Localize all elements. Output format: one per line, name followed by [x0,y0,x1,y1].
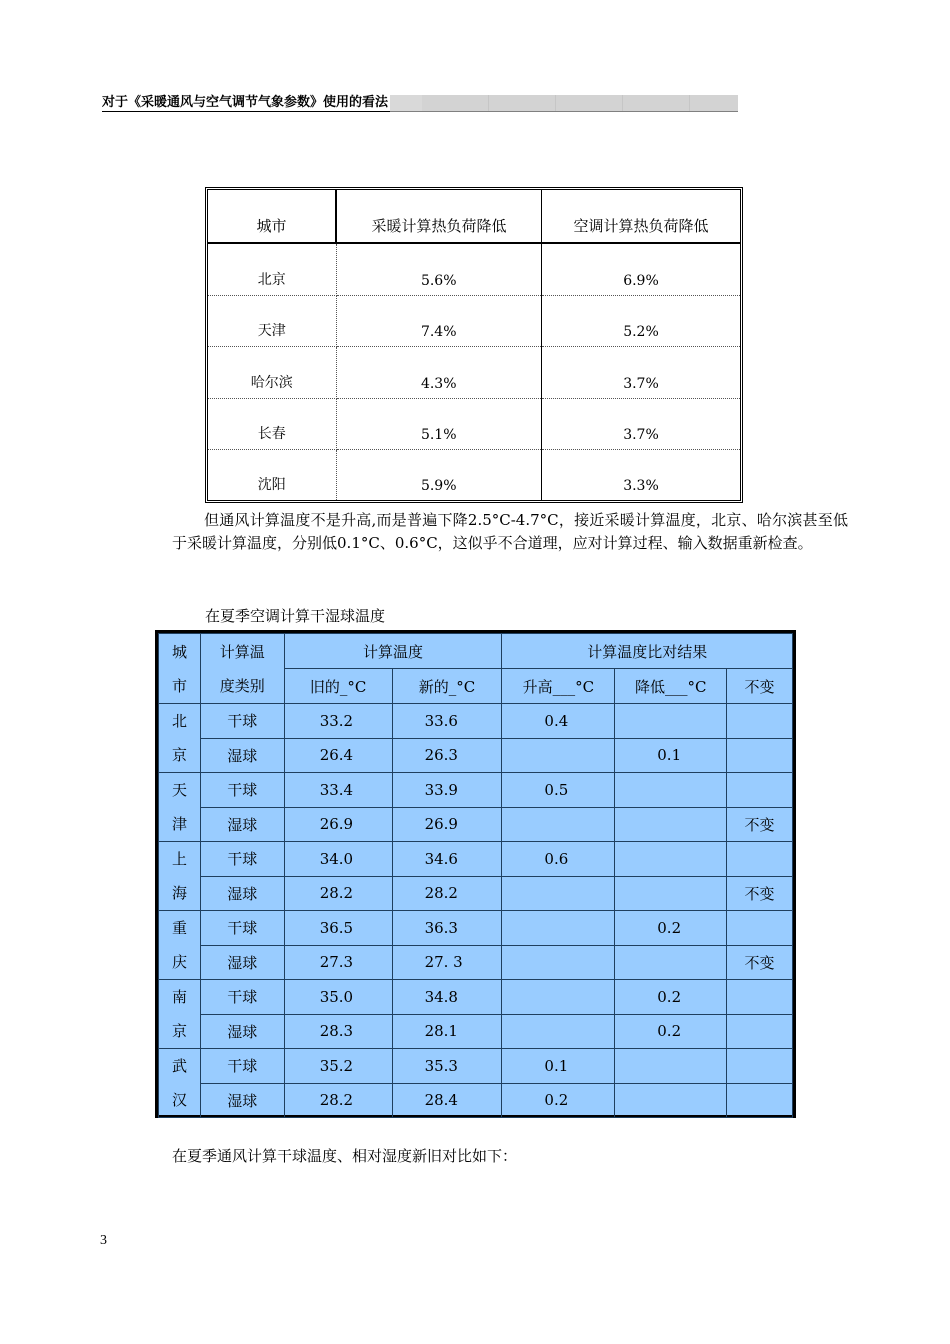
table2-caption: 在夏季空调计算干湿球温度 [205,607,386,625]
cell-up [502,1014,615,1049]
cell-down: 0.2 [615,980,727,1015]
cell-city [159,1049,201,1118]
cell-heating: 5.6% [336,243,542,295]
header-up: 升高___°C [502,669,615,704]
header-city: 城市 [208,190,336,243]
table-row [208,398,740,449]
cell-up: 0.6 [502,842,615,877]
table-row [159,773,793,808]
header-type-line1: 计算温 [219,642,265,661]
cell-same: 不变 [727,807,793,842]
cell-old: 35.0 [284,980,392,1015]
cell-city: 长春 [208,398,336,449]
cell-up [502,807,615,842]
cell-old: 35.2 [284,1049,392,1084]
cell-new: 28.4 [392,1083,502,1118]
cell-type: 干球 [200,704,284,739]
cell-city [159,773,201,842]
header-title: 对于《采暖通风与空气调节气象参数》使用的看法 [102,95,389,110]
cell-same [727,1049,793,1084]
cell-city: 哈尔滨 [208,347,336,398]
table-row [159,807,793,842]
cell-cooling: 3.3% [623,478,659,494]
cell-city: 沈阳 [208,450,336,500]
page-header [102,95,738,112]
cell-city [159,911,201,980]
header-type [200,634,284,704]
cell-up: 0.5 [502,773,615,808]
cell-up [502,738,615,773]
cell-new: 34.6 [392,842,502,877]
table-row [208,296,740,347]
cell-same: 不变 [727,876,793,911]
cell-same [727,1014,793,1049]
city-char: 津 [171,815,187,833]
cell-city [159,842,201,911]
cell-up: 0.1 [502,1049,615,1084]
cell-type: 湿球 [200,876,284,911]
city-char: 汉 [171,1091,187,1109]
table-row [208,347,740,398]
table-row [159,842,793,877]
cell-same [727,704,793,739]
heat-load-table [205,187,743,503]
cell-same [727,842,793,877]
cell-city [159,704,201,773]
cell-new: 27. 3 [392,945,502,980]
cell-same [727,980,793,1015]
cell-same [727,911,793,946]
city-char: 京 [171,1022,187,1040]
header-cooling: 空调计算热负荷降低 [542,190,741,243]
cell-new: 33.9 [392,773,502,808]
cell-heating: 4.3% [336,347,542,398]
wet-dry-bulb-table [155,630,796,1118]
cell-type: 干球 [200,842,284,877]
table-row [159,704,793,739]
cell-same: 不变 [727,945,793,980]
cell-old: 26.4 [284,738,392,773]
table-row [159,911,793,946]
table-header-row [208,190,740,243]
city-char: 京 [171,746,187,764]
header-new: 新的_°C [392,669,502,704]
paragraph-text: 但通风计算温度不是升高,而是普遍下降2.5°C-4.7°C，接近采暖计算温度，北京、哈尔滨甚至低于采暖计算温度，分别低0.1°C、0.6°C，这似乎不合道理，应对计算过程、输入数据重新检查。 [172,511,848,552]
cell-old: 33.2 [284,704,392,739]
table-row [159,945,793,980]
cell-down: 0.2 [615,1014,727,1049]
cell-cooling: 6.9% [542,243,741,295]
cell-up: 0.4 [502,704,615,739]
cell-old: 28.2 [284,876,392,911]
cell-old: 36.5 [284,911,392,946]
table-row [208,450,740,500]
cell-down [615,1083,727,1118]
city-char: 上 [171,850,187,868]
header-type-line2: 度类别 [219,676,265,695]
cell-down [615,945,727,980]
cell-city: 北京 [208,243,336,295]
cell-city: 天津 [208,296,336,347]
cell-type: 湿球 [200,945,284,980]
cell-new: 26.3 [392,738,502,773]
cell-down [615,842,727,877]
body-paragraph [172,509,848,555]
cell-down [615,773,727,808]
cell-old: 33.4 [284,773,392,808]
cell-up: 0.2 [502,1083,615,1118]
table-row [159,1014,793,1049]
cell-old: 26.9 [284,807,392,842]
table-row [159,738,793,773]
cell-down [615,704,727,739]
cell-up [502,911,615,946]
cell-down [615,1049,727,1084]
header-compare: 计算温度比对结果 [502,634,793,669]
page-number: 3 [100,1233,107,1248]
cell-type: 干球 [200,1049,284,1084]
cell-type: 湿球 [200,738,284,773]
cell-up [502,876,615,911]
table3-caption: 在夏季通风计算干球温度、相对湿度新旧对比如下： [172,1147,518,1165]
city-char: 重 [171,919,187,937]
cell-new: 28.1 [392,1014,502,1049]
cell-heating: 7.4% [336,296,542,347]
cell-down [615,807,727,842]
header-down: 降低___°C [615,669,727,704]
table-row [159,1049,793,1084]
header-heating: 采暖计算热负荷降低 [336,190,542,243]
city-char: 南 [171,988,187,1006]
cell-cooling: 5.2% [542,296,741,347]
cell-cooling: 3.7% [542,347,741,398]
city-char: 庆 [171,953,187,971]
cell-up [502,945,615,980]
table-header-row [159,634,793,669]
header-city-text: 城 市 [171,642,187,695]
cell-city [159,980,201,1049]
cell-up [502,980,615,1015]
cell-new: 35.3 [392,1049,502,1084]
cell-old: 28.3 [284,1014,392,1049]
header-city [159,634,201,704]
header-same: 不变 [727,669,793,704]
city-char: 海 [171,884,187,902]
cell-heating: 5.1% [336,398,542,449]
table-row [208,243,740,295]
city-char: 天 [171,781,187,799]
header-decoration [422,95,738,111]
table-row [159,980,793,1015]
cell-same [727,738,793,773]
cell-new: 36.3 [392,911,502,946]
city-char: 武 [171,1057,187,1075]
header-calc-temp: 计算温度 [284,634,502,669]
cell-type: 干球 [200,773,284,808]
cell-type: 干球 [200,980,284,1015]
cell-new: 28.2 [392,876,502,911]
cell-new: 34.8 [392,980,502,1015]
cell-old: 34.0 [284,842,392,877]
header-old: 旧的_°C [284,669,392,704]
cell-type: 干球 [200,911,284,946]
cell-type: 湿球 [200,1083,284,1118]
cell-type: 湿球 [200,1014,284,1049]
cell-down: 0.2 [615,911,727,946]
cell-old: 28.2 [284,1083,392,1118]
cell-down: 0.1 [615,738,727,773]
cell-type: 湿球 [200,807,284,842]
cell-cooling: 3.7% [542,398,741,449]
table-row [159,1083,793,1118]
cell-same [727,1083,793,1118]
cell-same [727,773,793,808]
cell-old: 27.3 [284,945,392,980]
cell-heating: 5.9% [336,450,542,500]
cell-new: 26.9 [392,807,502,842]
table-row [159,876,793,911]
cell-down [615,876,727,911]
city-char: 北 [171,712,187,730]
cell-new: 33.6 [392,704,502,739]
